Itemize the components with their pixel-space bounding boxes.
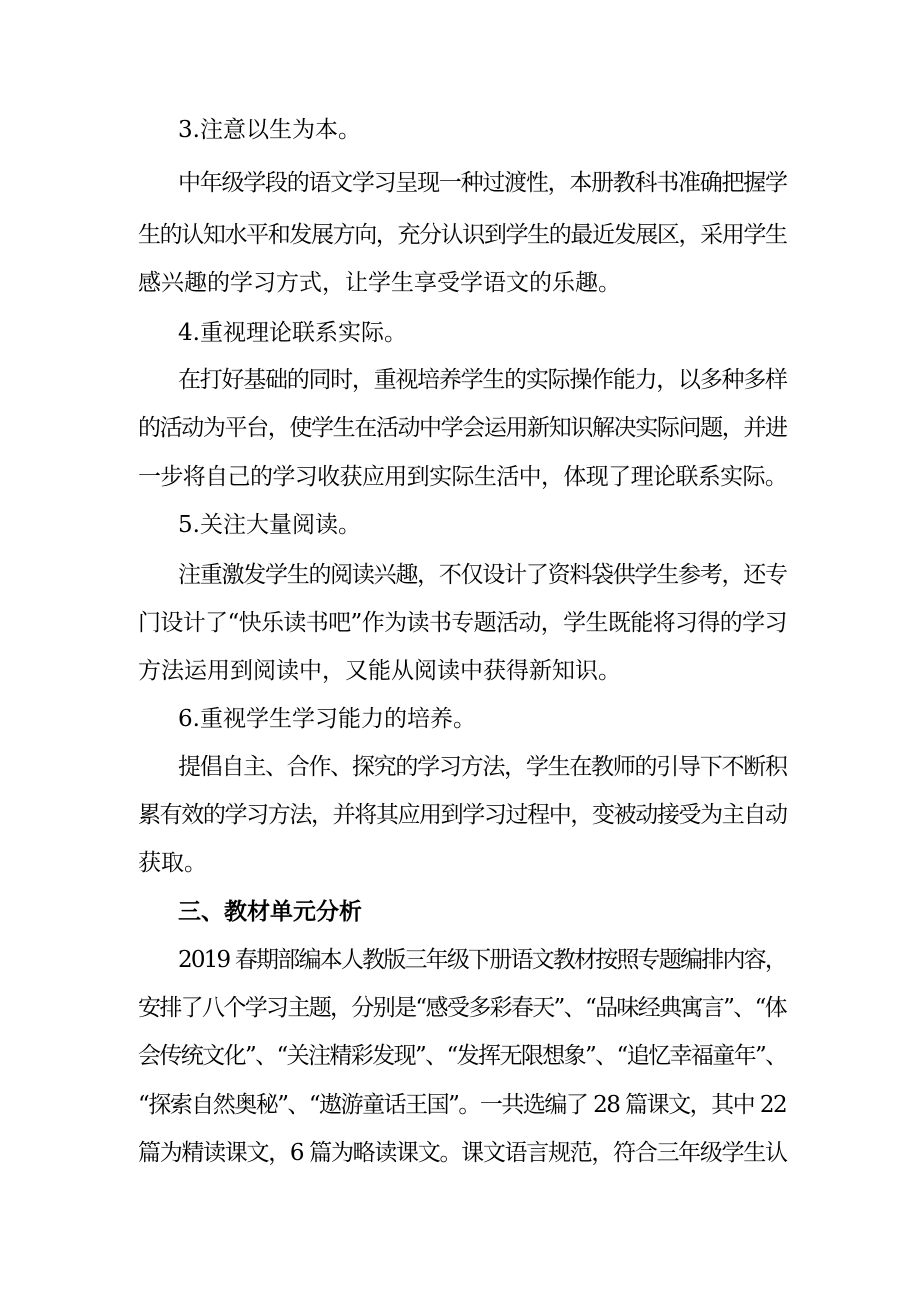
paragraph-line: 的活动为平台，使学生在活动中学会运用新知识解决实际问题，并进 xyxy=(138,415,787,441)
subheading-4: 4.重视理论联系实际。 xyxy=(178,320,407,346)
subheading-5: 5.关注大量阅读。 xyxy=(178,512,361,538)
paragraph-line: 感兴趣的学习方式，让学生享受学语文的乐趣。 xyxy=(138,270,621,296)
subheading-6: 6.重视学生学习能力的培养。 xyxy=(178,706,476,732)
paragraph-line: 2019 春期部编本人教版三年级下册语文教材按照专题编排内容， xyxy=(178,947,787,973)
paragraph-line: 获取。 xyxy=(138,850,207,876)
paragraph-line: 中年级学段的语文学习呈现一种过渡性，本册教科书准确把握学 xyxy=(178,170,787,196)
paragraph-line: 安排了八个学习主题，分别是“感受多彩春天”、“品味经典寓言”、“体 xyxy=(138,995,787,1021)
paragraph-line: 会传统文化”、“关注精彩发现”、“发挥无限想象”、“追忆幸福童年”、 xyxy=(138,1043,787,1069)
paragraph-line: “探索自然奥秘”、“遨游童话王国”。一共选编了 28 篇课文，其中 22 xyxy=(138,1092,787,1118)
paragraph-line: 方法运用到阅读中，又能从阅读中获得新知识。 xyxy=(138,658,621,684)
paragraph-line: 生的认知水平和发展方向，充分认识到学生的最近发展区，采用学生 xyxy=(138,222,787,248)
paragraph-line: 累有效的学习方法，并将其应用到学习过程中，变被动接受为主自动 xyxy=(138,802,787,828)
paragraph-line: 门设计了“快乐读书吧”作为读书专题活动，学生既能将习得的学习 xyxy=(138,610,787,636)
paragraph-line: 在打好基础的同时，重视培养学生的实际操作能力，以多种多样 xyxy=(178,367,787,393)
paragraph-line: 篇为精读课文，6 篇为略读课文。课文语言规范，符合三年级学生认 xyxy=(138,1140,787,1166)
paragraph-line: 注重激发学生的阅读兴趣，不仅设计了资料袋供学生参考，还专 xyxy=(178,562,787,588)
paragraph-line: 提倡自主、合作、探究的学习方法，学生在教师的引导下不断积 xyxy=(178,754,787,780)
subheading-3: 3.注意以生为本。 xyxy=(178,117,361,143)
section-heading: 三、教材单元分析 xyxy=(178,899,362,925)
paragraph-line: 一步将自己的学习收获应用到实际生活中，体现了理论联系实际。 xyxy=(138,464,788,490)
